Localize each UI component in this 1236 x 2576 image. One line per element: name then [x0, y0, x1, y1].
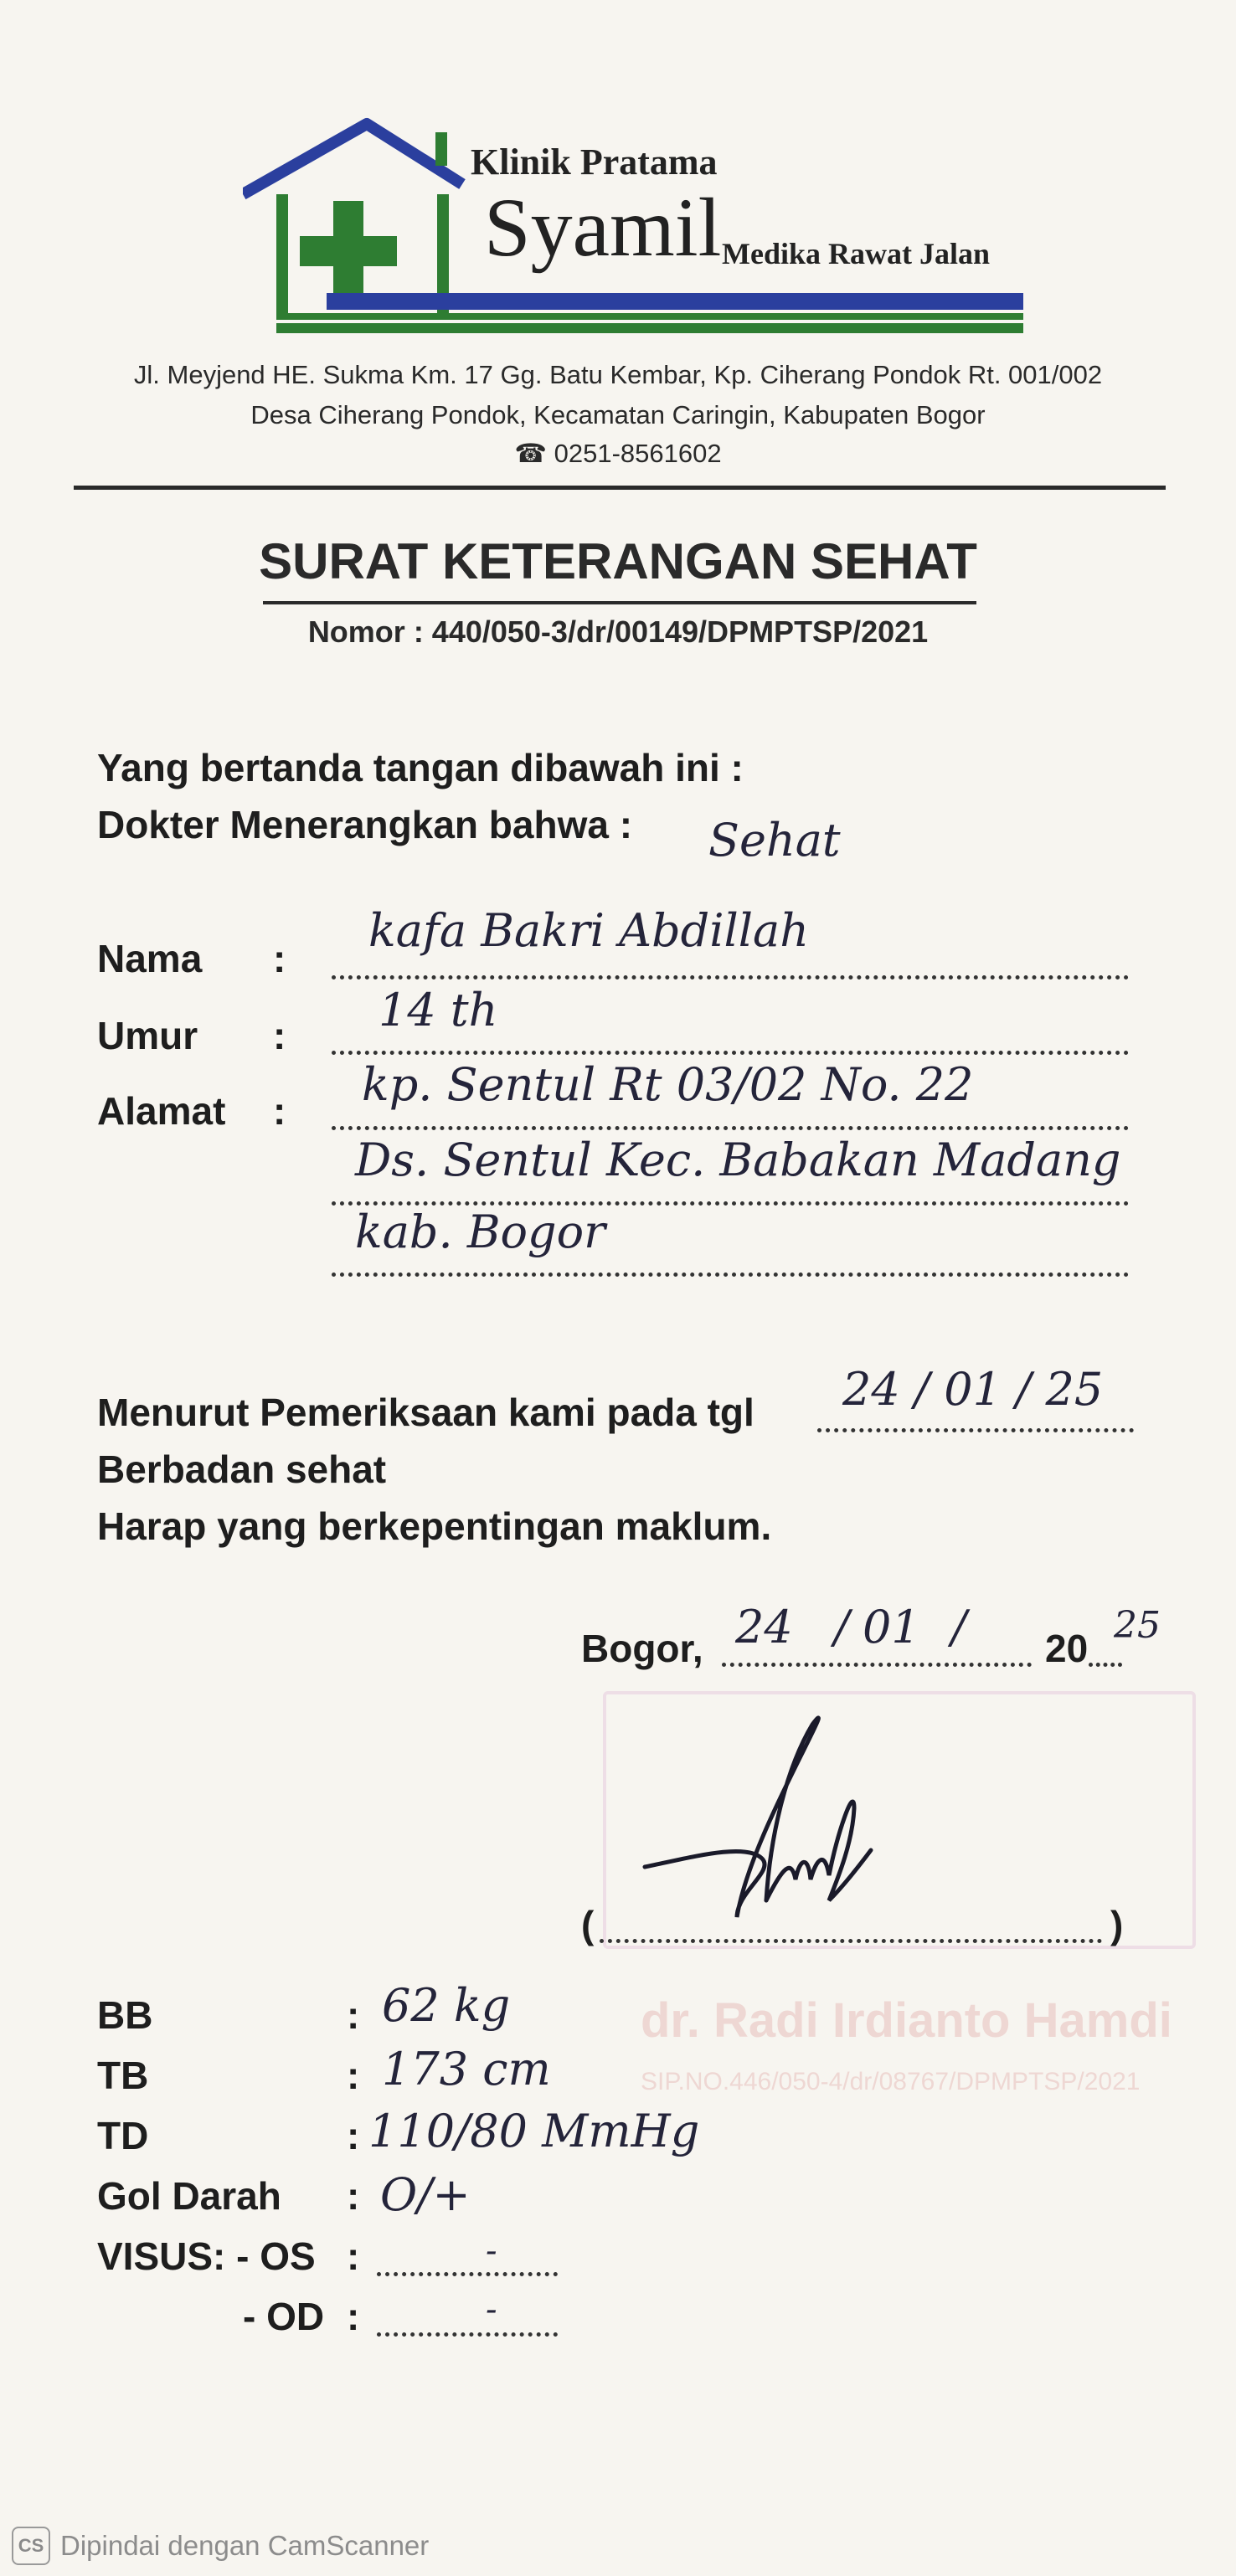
intro-line1: Yang bertanda tangan dibawah ini :: [97, 746, 744, 789]
clinic-phone: 0251-8561602: [554, 439, 722, 468]
alamat-dotted-line1: [332, 1126, 1129, 1130]
umur-colon: :: [273, 1014, 286, 1057]
visus-od-colon: :: [347, 2295, 360, 2338]
exam-line2: Berbadan sehat: [97, 1447, 387, 1491]
alamat-line3: kab. Bogor: [355, 1206, 605, 1258]
exam-date-value: 24 / 01 / 25: [842, 1363, 1104, 1416]
td-value: 110/80 MmHg: [368, 2105, 700, 2157]
sign-date-day: 24: [735, 1601, 793, 1653]
stamp-doctor-name: dr. Radi Irdianto Hamdi: [641, 1993, 1172, 2048]
td-colon: :: [347, 2114, 360, 2157]
clinic-address-line1: Jl. Meyjend HE. Sukma Km. 17 Gg. Batu Kembar, Kp. Ciherang Pondok Rt. 001/002: [133, 360, 1103, 389]
clinic-tagline: Medika Rawat Jalan: [722, 237, 991, 270]
phone-icon: ☎: [514, 439, 547, 468]
sign-paren-close: ): [1110, 1903, 1124, 1946]
visus-os-value: -: [486, 2232, 497, 2270]
tb-colon: :: [347, 2054, 360, 2097]
nama-value: kafa Bakri Abdillah: [368, 904, 810, 957]
umur-label: Umur: [97, 1014, 198, 1057]
clinic-phone-row: [0, 439, 1236, 469]
exam-line3: Harap yang berkepentingan maklum.: [97, 1504, 772, 1548]
clinic-name-top: Klinik Pratama: [471, 141, 718, 183]
sign-name-dotted-line: [600, 1939, 1102, 1943]
umur-dotted-line: [332, 1051, 1129, 1055]
visus-od-label: - OD: [243, 2295, 325, 2338]
letterhead-divider: [74, 486, 1166, 490]
bb-label: BB: [97, 1993, 153, 2037]
sign-paren-open: (: [581, 1903, 595, 1946]
camscanner-watermark: Dipindai dengan CamScanner: [60, 2530, 430, 2561]
exam-date-dotted-line: [817, 1428, 1134, 1432]
doctor-signature: [620, 1699, 888, 1942]
nama-label: Nama: [97, 937, 203, 980]
sign-date-dotted-line: [722, 1663, 1032, 1667]
document-title: SURAT KETERANGAN SEHAT: [259, 533, 977, 589]
sign-place: Bogor,: [581, 1627, 703, 1670]
exam-line1: Menurut Pemeriksaan kami pada tgl: [97, 1391, 754, 1434]
sign-date-sep1: /: [834, 1601, 850, 1653]
gol-darah-label: Gol Darah: [97, 2174, 281, 2218]
document-number: Nomor : 440/050-3/dr/00149/DPMPTSP/2021: [307, 614, 929, 649]
bb-colon: :: [347, 1993, 360, 2037]
visus-os-dotted-line: [377, 2272, 558, 2276]
intro-line2-value: Sehat: [708, 814, 841, 866]
alamat-line2: Ds. Sentul Kec. Babakan Madang: [355, 1134, 1121, 1186]
visus-od-dotted-line: [377, 2332, 558, 2337]
visus-os-label: VISUS: - OS: [97, 2234, 316, 2278]
title-underline: [263, 601, 976, 604]
alamat-dotted-line3: [332, 1273, 1129, 1277]
clinic-address-line2: Desa Ciherang Pondok, Kecamatan Caringin, Kabupaten Bogor: [250, 400, 986, 429]
alamat-line1: kp. Sentul Rt 03/02 No. 22: [362, 1058, 974, 1111]
clinic-name-main: Syamil: [484, 181, 722, 274]
td-label: TD: [97, 2114, 149, 2157]
visus-os-colon: :: [347, 2234, 360, 2278]
sign-date-sep2: /: [951, 1601, 967, 1653]
gol-darah-value: O/+: [380, 2168, 471, 2221]
alamat-colon: :: [273, 1089, 286, 1133]
sign-year-dots: [1089, 1663, 1122, 1667]
sign-year-suffix: 25: [1114, 1604, 1161, 1647]
bb-value: 62 kg: [382, 1979, 511, 2032]
umur-value: 14 th: [379, 984, 498, 1036]
sign-date-month: 01: [863, 1601, 920, 1653]
nama-dotted-line: [332, 975, 1129, 979]
gol-darah-colon: :: [347, 2174, 360, 2218]
tb-value: 173 cm: [382, 2043, 551, 2095]
intro-line2: Dokter Menerangkan bahwa :: [97, 803, 633, 846]
nama-colon: :: [273, 937, 286, 980]
stamp-sip-number: SIP.NO.446/050-4/dr/08767/DPMPTSP/2021: [641, 2068, 1141, 2095]
alamat-label: Alamat: [97, 1089, 226, 1133]
tb-label: TB: [97, 2054, 149, 2097]
visus-od-value: -: [486, 2291, 497, 2329]
camscanner-logo-icon: CS: [12, 2527, 50, 2565]
sign-year-prefix: 20: [1045, 1627, 1089, 1670]
